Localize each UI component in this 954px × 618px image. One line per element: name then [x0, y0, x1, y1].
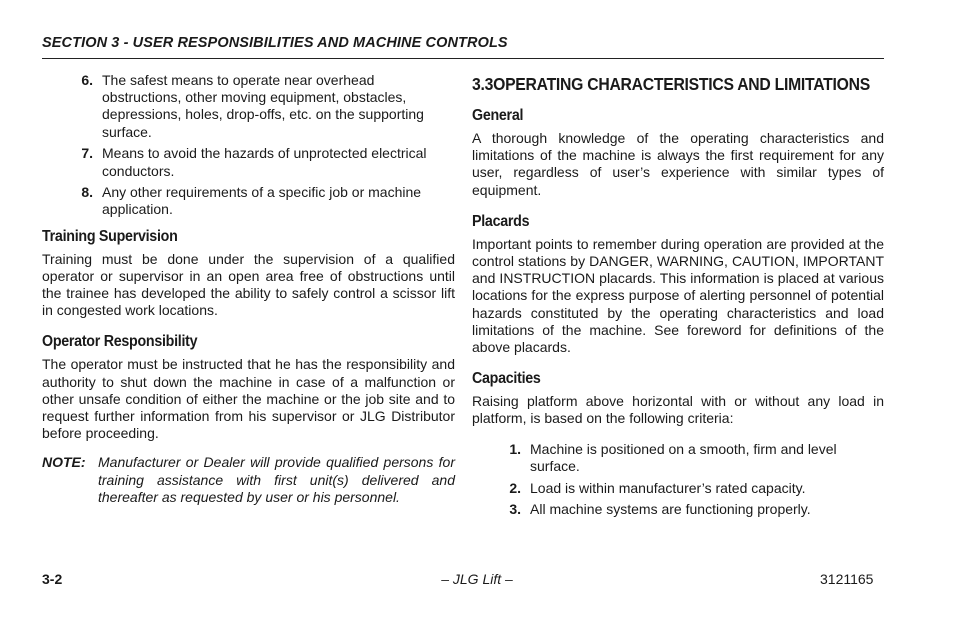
- note-label: NOTE:: [42, 454, 86, 471]
- list-item-number: 6.: [81, 72, 93, 88]
- list-item: [504, 480, 884, 497]
- document-number: 3121165: [820, 571, 874, 587]
- list-item-number: 8.: [81, 184, 93, 201]
- left-column: [42, 72, 455, 506]
- header-rule: [42, 58, 884, 59]
- left-requirements-list: [76, 72, 455, 219]
- capacities-heading: Capacities: [472, 370, 541, 388]
- list-item-text: Means to avoid the hazards of unprotected electrical conductors.: [102, 145, 427, 179]
- section-header: SECTION 3 - USER RESPONSIBILITIES AND MACHINE CONTROLS: [42, 35, 508, 51]
- page-number: 3-2: [42, 571, 63, 587]
- list-item-text: Load is within manufacturer’s rated capacity.: [530, 479, 806, 496]
- list-item-number: 1.: [509, 440, 521, 457]
- right-column: [472, 72, 884, 523]
- list-item-text: Any other requirements of a specific job or machine application.: [102, 184, 422, 218]
- training-supervision-paragraph: Training must be done under the supervision of a qualified operator or supervisor in an open area free of obstructions until the trainee has developed the ability to safely control a scissor lift in congested work locations.: [42, 250, 455, 319]
- note-block: [42, 454, 455, 506]
- list-item-text: The safest means to operate near overhead obstructions, other moving equipment, obstacles, depressions, holes, drop-offs, etc. on the supporting surface.: [102, 72, 424, 140]
- list-item: [504, 501, 884, 518]
- operator-responsibility-paragraph: The operator must be instructed that he has the responsibility and authority to shut down the machine in case of a malfunction or other unsafe condition of either the machine or the job site and to request further information from his supervisor or JLG Distributor before proceeding.: [42, 356, 455, 442]
- placards-heading: Placards: [472, 212, 530, 230]
- list-item: [76, 184, 455, 218]
- list-item: [76, 145, 455, 179]
- list-item-text: All machine systems are functioning properly.: [530, 501, 811, 518]
- list-item: [504, 441, 884, 475]
- section-number: 3.3: [472, 74, 494, 94]
- operator-responsibility-heading: Operator Responsibility: [42, 333, 198, 351]
- section-title: [472, 74, 870, 95]
- list-item-text: Machine is positioned on a smooth, firm and level surface.: [530, 440, 837, 474]
- general-heading: General: [472, 107, 524, 124]
- section-title-text: OPERATING CHARACTERISTICS AND LIMITATIONS: [493, 74, 870, 94]
- placards-paragraph: Important points to remember during operation are provided at the control stations by DANGER, WARNING, CAUTION, IMPORTANT and INSTRUCTION placards. This information is placed at various locations for the express purpose of alerting personnel of potential hazards constituted by the operating characteristics and load limitations of the machine. See foreword for definitions of the above placards.: [472, 235, 884, 356]
- training-supervision-heading: Training Supervision: [42, 227, 178, 245]
- general-paragraph: A thorough knowledge of the operating characteristics and limitations of the machine is always the first requirement for any user, regardless of user’s experience with similar types of equipment.: [472, 130, 884, 198]
- list-item-number: 3.: [509, 501, 521, 518]
- list-item-number: 2.: [509, 479, 521, 496]
- list-item-number: 7.: [81, 145, 93, 162]
- capacities-criteria-list: [504, 441, 884, 519]
- list-item: [76, 72, 455, 141]
- note-text: Manufacturer or Dealer will provide qualified persons for training assistance with first unit(s) delivered and thereafter as requested by user or his personnel.: [98, 454, 455, 505]
- capacities-paragraph: Raising platform above horizontal with or without any load in platform, is based on the following criteria:: [472, 393, 884, 427]
- footer-center-text: – JLG Lift –: [441, 571, 513, 587]
